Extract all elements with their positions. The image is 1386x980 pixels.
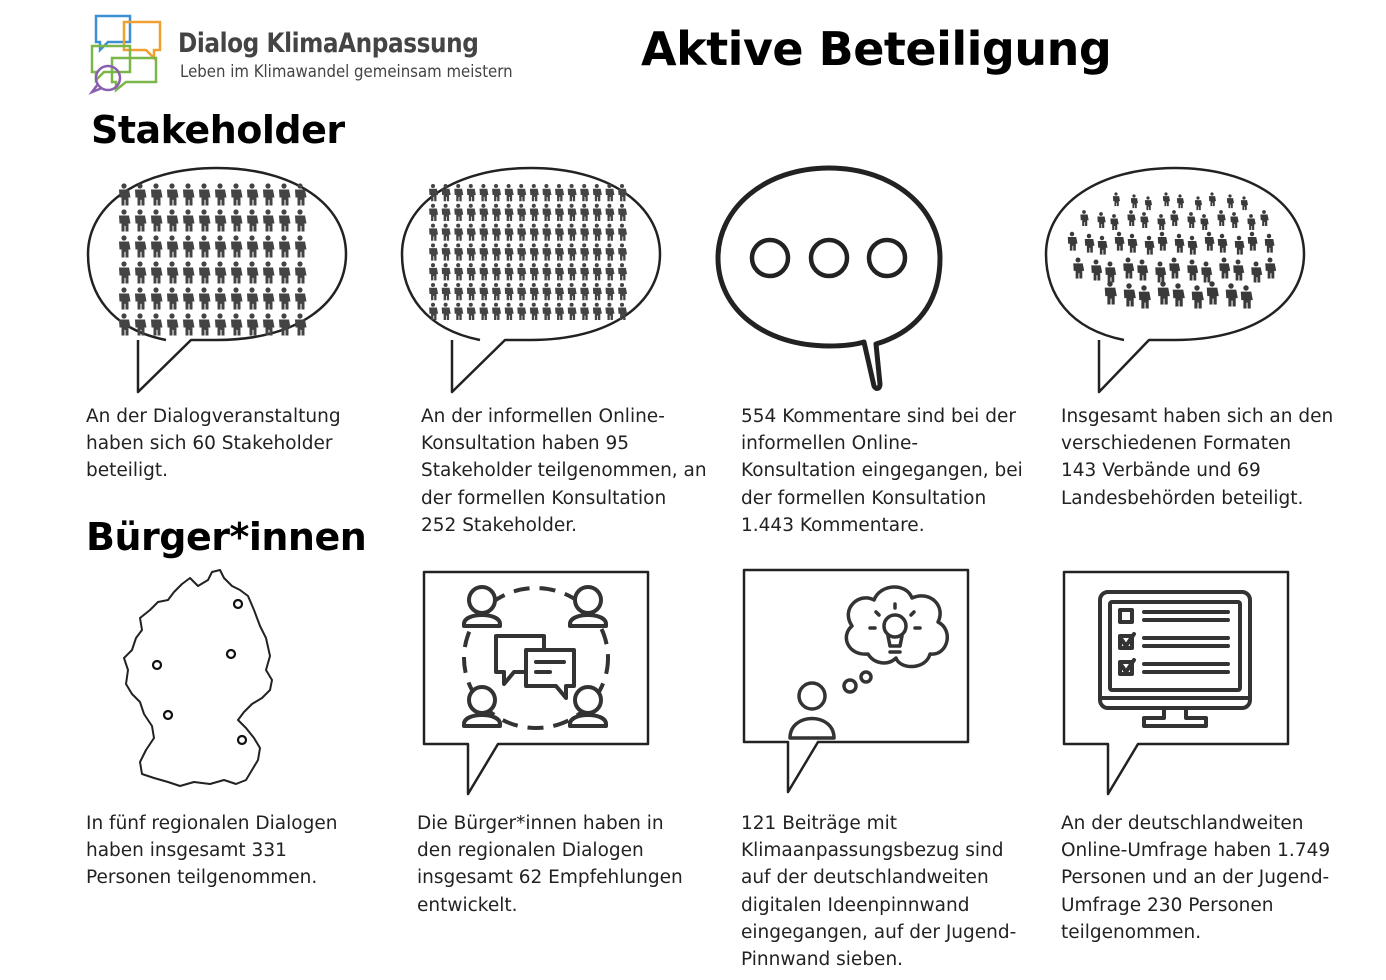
caption-online-umfrage: An der deutschlandweiten Online-Umfrage haben 1.749 Personen und an der Jugend- Umfrage 230 Personen teilgenommen. bbox=[1061, 813, 1331, 943]
caption-ideenpinnwand: 121 Beiträge mit Klimaanpassungsbezug sind auf der deutschlandweiten digitalen Ideenpinnwand eingegangen, auf der Jugend- Pinnwand sieben. bbox=[741, 813, 1017, 971]
group-discussion-icon bbox=[420, 568, 652, 798]
logo-tagline: Leben im Klimawandel gemeinsam meistern bbox=[180, 62, 513, 82]
caption-kommentare: 554 Kommentare sind bei der informellen Online- Konsultation eingegangen, bei der formellen Konsultation 1.443 Kommentare. bbox=[741, 406, 1023, 536]
crowd-icon bbox=[1044, 164, 1306, 396]
germany-map-icon bbox=[120, 566, 285, 792]
people-grid-dense-icon bbox=[400, 164, 662, 396]
caption-empfehlungen: Die Bürger*innen haben in den regionalen Dialogen insgesamt 62 Empfehlungen entwickelt. bbox=[417, 813, 683, 916]
section-title-buerger: Bürger*innen bbox=[86, 515, 367, 559]
caption-verbaende: Insgesamt haben sich an den verschiedenen Formaten 143 Verbände und 69 Landesbehörden beteiligt. bbox=[1061, 406, 1334, 509]
people-grid-icon bbox=[86, 164, 348, 396]
logo-name: Dialog KlimaAnpassung bbox=[178, 28, 479, 59]
caption-regionale-dialoge: In fünf regionalen Dialogen haben insgesamt 331 Personen teilgenommen. bbox=[86, 813, 338, 889]
page-title: Aktive Beteiligung bbox=[641, 22, 1112, 76]
section-title-stakeholder: Stakeholder bbox=[91, 108, 345, 152]
caption-online-konsultation: An der informellen Online- Konsultation haben 95 Stakeholder teilgenommen, an der formellen Konsultation 252 Stakeholder. bbox=[421, 406, 707, 536]
online-survey-monitor-icon bbox=[1060, 568, 1292, 798]
idea-thought-icon bbox=[740, 566, 972, 798]
chat-bubble-dots-icon bbox=[714, 164, 946, 394]
logo-icon bbox=[88, 12, 168, 94]
caption-dialogveranstaltung: An der Dialogveranstaltung haben sich 60 Stakeholder beteiligt. bbox=[86, 406, 341, 482]
